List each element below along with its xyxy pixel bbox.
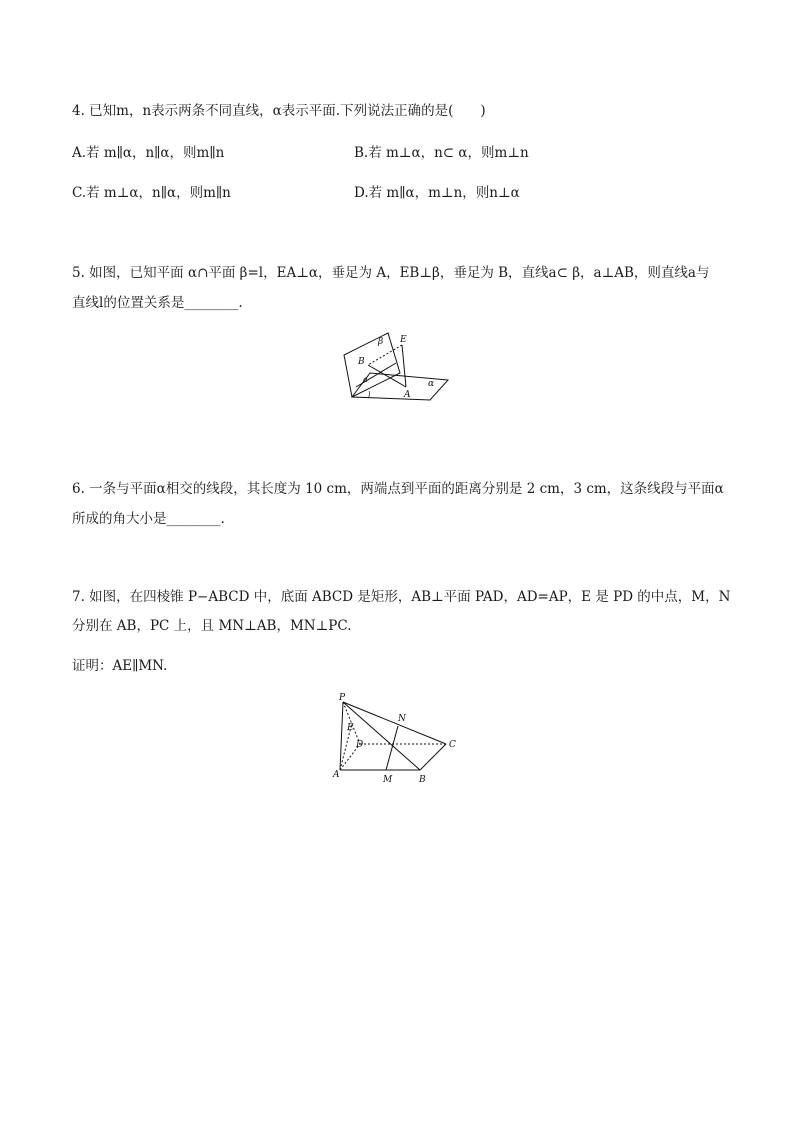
fig2-label-n: N — [398, 714, 406, 724]
q4-option-d: D.若 m∥α，m⊥n，则n⊥α — [354, 185, 520, 201]
fig1-label-alpha: α — [428, 379, 435, 389]
segment-ea — [402, 345, 406, 387]
fig1-label-b: B — [358, 357, 365, 367]
edge-bc — [420, 744, 446, 770]
fig1-label-l: l — [368, 391, 371, 400]
fig1-label-beta: β — [378, 337, 384, 347]
fig1-label-a-point: A — [404, 390, 411, 400]
question-7-line-1: 7. 如图，在四棱锥 P−ABCD 中，底面 ABCD 是矩形，AB⊥平面 PAD，AD=AP，E 是 PD 的中点，M，N — [72, 589, 731, 605]
question-5-line-2: 直线l的位置关系是________. — [72, 295, 243, 311]
question-5-line-1: 5. 如图，已知平面 α∩平面 β=l，EA⊥α，垂足为 A，EB⊥β，垂足为 B，直线a⊂ β，a⊥AB，则直线a与 — [72, 265, 710, 281]
figure-pyramid-pabcd — [328, 690, 468, 790]
segment-mn — [386, 726, 398, 770]
fig2-label-c: C — [449, 740, 456, 750]
figure-planes-alpha-beta — [330, 325, 460, 405]
plane-beta — [344, 333, 400, 397]
fig2-label-m: M — [383, 775, 393, 785]
fig1-label-e: E — [400, 335, 407, 345]
fig2-label-d: D — [356, 740, 364, 750]
q4-option-b: B.若 m⊥α，n⊂ α，则m⊥n — [354, 145, 529, 161]
question-6-line-2: 所成的角大小是________. — [72, 511, 225, 527]
q4-option-a: A.若 m∥α，n∥α，则m∥n — [72, 145, 225, 161]
fig2-label-a: A — [333, 770, 340, 780]
fig2-label-p: P — [339, 693, 346, 703]
fig2-label-b: B — [419, 775, 426, 785]
question-7-line-2: 分别在 AB，PC 上，且 MN⊥AB，MN⊥PC. — [72, 618, 352, 634]
edge-pa — [340, 702, 343, 770]
fig1-label-a-line: a — [363, 375, 368, 384]
edge-pb — [343, 702, 420, 770]
question-6-line-1: 6. 一条与平面α相交的线段，其长度为 10 cm，两端点到平面的距离分别是 2 cm，3 cm，这条线段与平面α — [72, 481, 724, 497]
q4-option-c: C.若 m⊥α，n∥α，则m∥n — [72, 185, 231, 201]
question-4-stem: 4. 已知m，n表示两条不同直线，α表示平面.下列说法正确的是( ) — [72, 103, 486, 119]
question-7-proof: 证明：AE∥MN. — [72, 658, 168, 674]
fig2-label-e: E — [347, 723, 354, 733]
